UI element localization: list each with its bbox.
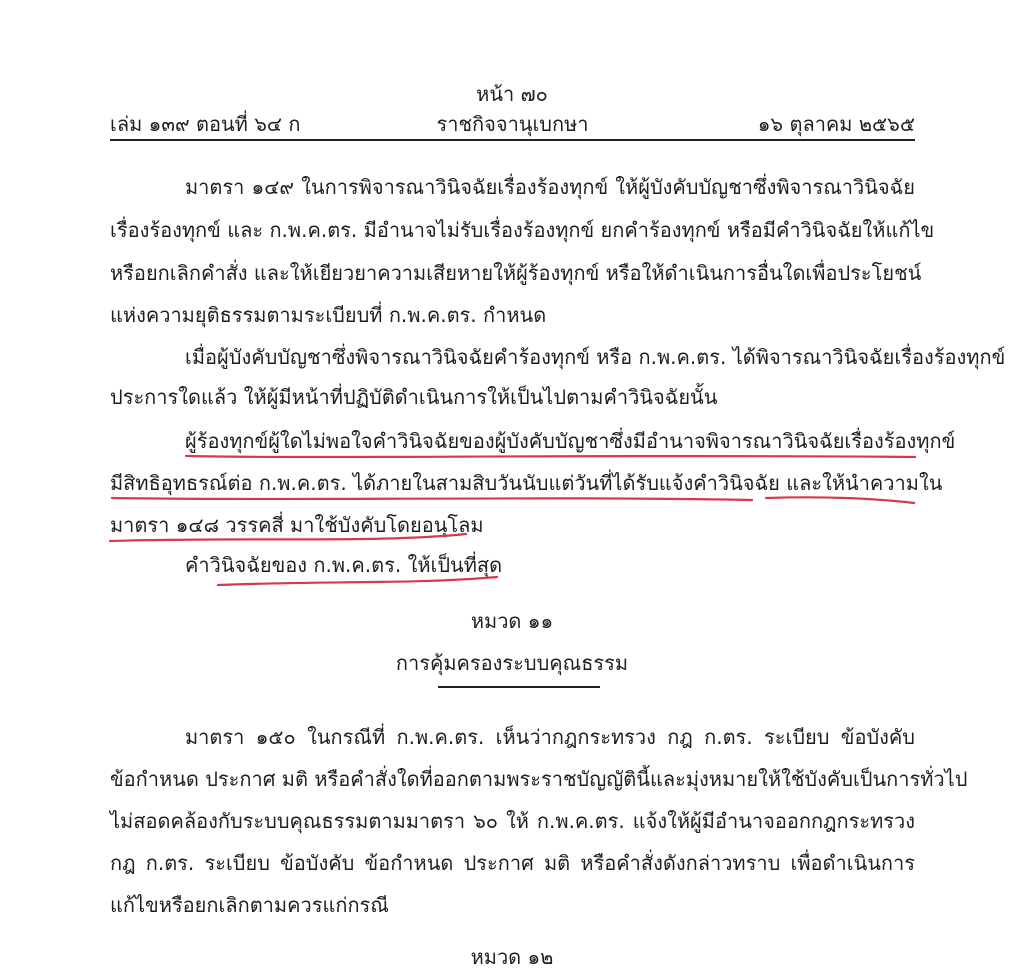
section-150-line-1: มาตรา ๑๕๐ ในกรณีที่ ก.พ.ค.ตร. เห็นว่ากฎกระทรวง กฎ ก.ตร. ระเบียบ ข้อบังคับ bbox=[185, 725, 915, 749]
section-150-line-2: ข้อกำหนด ประกาศ มติ หรือคำสั่งใดที่ออกตามพระราชบัญญัตินี้และมุ่งหมายให้ใช้บังคับเป็นการทั่วไป bbox=[110, 767, 968, 791]
chapter-title-divider bbox=[438, 686, 600, 688]
section-150-line-3: ไม่สอดคล้องกับระบบคุณธรรมตามมาตรา ๖๐ ให้ ก.พ.ค.ตร. แจ้งให้ผู้มีอำนาจออกกฎกระทรวง bbox=[110, 809, 915, 833]
section-150-line-4: กฎ ก.ตร. ระเบียบ ข้อบังคับ ข้อกำหนด ประกาศ มติ หรือคำสั่งดังกล่าวทราบ เพื่อดำเนินการ bbox=[110, 851, 915, 875]
gazette-name: ราชกิจจานุเบกษา bbox=[436, 112, 589, 136]
section-149-line-4: แห่งความยุติธรรมตามระเบียบที่ ก.พ.ค.ตร. กำหนด bbox=[110, 303, 547, 327]
section-149-para3-line-1: ผู้ร้องทุกข์ผู้ใดไม่พอใจคำวินิจฉัยของผู้บังคับบัญชาซึ่งมีอำนาจพิจารณาวินิจฉัยเรื่องร้องทุกข์ bbox=[185, 429, 956, 453]
section-149-para2-line-1: เมื่อผู้บังคับบัญชาซึ่งพิจารณาวินิจฉัยคำร้องทุกข์ หรือ ก.พ.ค.ตร. ได้พิจารณาวินิจฉัยเรื่องร้องทุกข์ bbox=[185, 345, 1006, 369]
publication-date: ๑๖ ตุลาคม ๒๕๖๕ bbox=[757, 112, 915, 136]
section-149-para3-line-3: มาตรา ๑๔๘ วรรคสี่ มาใช้บังคับโดยอนุโลม bbox=[110, 513, 484, 537]
chapter-12-number: หมวด ๑๒ bbox=[470, 945, 554, 969]
section-149-line-1: มาตรา ๑๔๙ ในการพิจารณาวินิจฉัยเรื่องร้องทุกข์ ให้ผู้บังคับบัญชาซึ่งพิจารณาวินิจฉัย bbox=[185, 175, 915, 199]
header-divider bbox=[110, 139, 915, 141]
chapter-11-number: หมวด ๑๑ bbox=[470, 609, 554, 633]
section-149-para3-line-2: มีสิทธิอุทธรณ์ต่อ ก.พ.ค.ตร. ได้ภายในสามสิบวันนับแต่วันที่ได้รับแจ้งคำวินิจฉัย และให้นำความใน bbox=[110, 471, 943, 495]
volume-issue: เล่ม ๑๓๙ ตอนที่ ๖๔ ก bbox=[110, 112, 301, 136]
section-149-line-2: เรื่องร้องทุกข์ และ ก.พ.ค.ตร. มีอำนาจไม่รับเรื่องร้องทุกข์ ยกคำร้องทุกข์ หรือมีคำวินิจฉัยให้แก้ไข bbox=[110, 218, 935, 242]
section-150-line-5: แก้ไขหรือยกเลิกตามควรแก่กรณี bbox=[110, 893, 389, 917]
section-149-para4-line-1: คำวินิจฉัยของ ก.พ.ค.ตร. ให้เป็นที่สุด bbox=[185, 553, 503, 577]
section-149-line-3: หรือยกเลิกคำสั่ง และให้เยียวยาความเสียหายให้ผู้ร้องทุกข์ หรือให้ดำเนินการอื่นใดเพื่อประโยชน์ bbox=[110, 261, 922, 285]
chapter-11-title: การคุ้มครองระบบคุณธรรม bbox=[395, 651, 629, 675]
section-149-para2-line-2: ประการใดแล้ว ให้ผู้มีหน้าที่ปฏิบัติดำเนินการให้เป็นไปตามคำวินิจฉัยนั้น bbox=[110, 385, 718, 409]
gazette-header bbox=[110, 108, 915, 136]
page-number: หน้า ๗๐ bbox=[476, 82, 548, 106]
